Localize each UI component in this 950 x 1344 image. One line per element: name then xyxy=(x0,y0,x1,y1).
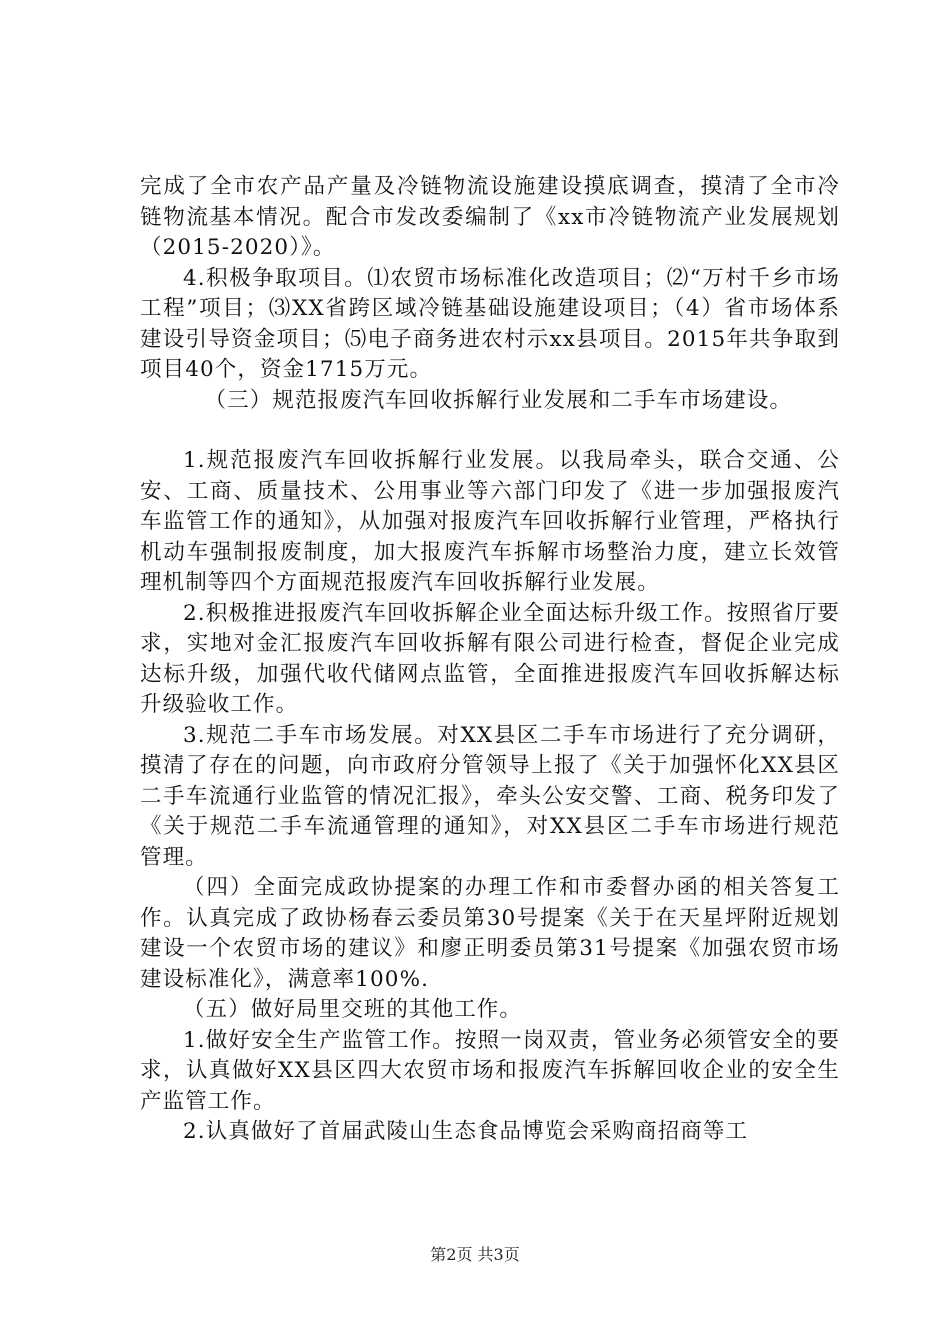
paragraph-safety-supervision: 1.做好安全生产监管工作。按照一岗双责，管业务必须管安全的要求，认真做好XX县区四大农贸市场和报废汽车拆解回收企业的安全生产监管工作。 xyxy=(140,1027,840,1114)
section-heading-5: （五）做好局里交班的其他工作。 xyxy=(183,997,523,1022)
spacer xyxy=(140,416,840,446)
paragraph-scrap-vehicle-regulation: 1.规范报废汽车回收拆解行业发展。以我局牵头，联合交通、公安、工商、质量技术、公用事业等六部门印发了《进一步加强报废汽车监管工作的通知》，从加强对报废汽车回收拆解行业管理，严格执行机动车强制报废制度，加大报废汽车拆解市场整治力度，建立长效管理机制等四个方面规范报废汽车回收拆解行业发展。 xyxy=(140,448,840,595)
paragraph-cppcc-proposals: （四）全面完成政协提案的办理工作和市委督办函的相关答复工作。认真完成了政协杨春云委员第30号提案《关于在天星坪附近规划建设一个农贸市场的建议》和廖正明委员第31号提案《加强农贸市场建设标准化》，满意率100%. xyxy=(140,875,840,992)
paragraph-project-funding: 4.积极争取项目。⑴农贸市场标准化改造项目；⑵“万村千乡市场工程”项目；⑶XX省跨区域冷链基础设施建设项目；（4）省市场体系建设引导资金项目；⑸电子商务进农村示xx县项目。2015年共争取到项目40个，资金1715万元。 xyxy=(140,265,840,382)
paragraph-scrap-vehicle-upgrade: 2.积极推进报废汽车回收拆解企业全面达标升级工作。按照省厅要求，实地对金汇报废汽车回收拆解有限公司进行检查，督促企业完成达标升级，加强代收代储网点监管，全面推进报废汽车回收拆解达标升级验收工作。 xyxy=(140,600,840,717)
paragraph-used-car-market: 3.规范二手车市场发展。对XX县区二手车市场进行了充分调研，摸清了存在的问题，向市政府分管领导上报了《关于加强怀化XX县区二手车流通行业监管的情况汇报》，牵头公安交警、工商、税务印发了《关于规范二手车流通管理的通知》，对XX县区二手车市场进行规范管理。 xyxy=(140,722,840,870)
paragraph-food-expo: 2.认真做好了首届武陵山生态食品博览会采购商招商等工 xyxy=(183,1119,749,1144)
section-heading-3: （三）规范报废汽车回收拆解行业发展和二手车市场建设。 xyxy=(204,387,793,413)
paragraph-cold-chain-survey: 完成了全市农产品产量及冷链物流设施建设摸底调查，摸清了全市冷链物流基本情况。配合市发改委编制了《xx市冷链物流产业发展规划（2015-2020）》。 xyxy=(140,174,840,260)
page-number-footer: 第2页 共3页 xyxy=(430,1245,520,1264)
document-body xyxy=(140,172,840,1148)
